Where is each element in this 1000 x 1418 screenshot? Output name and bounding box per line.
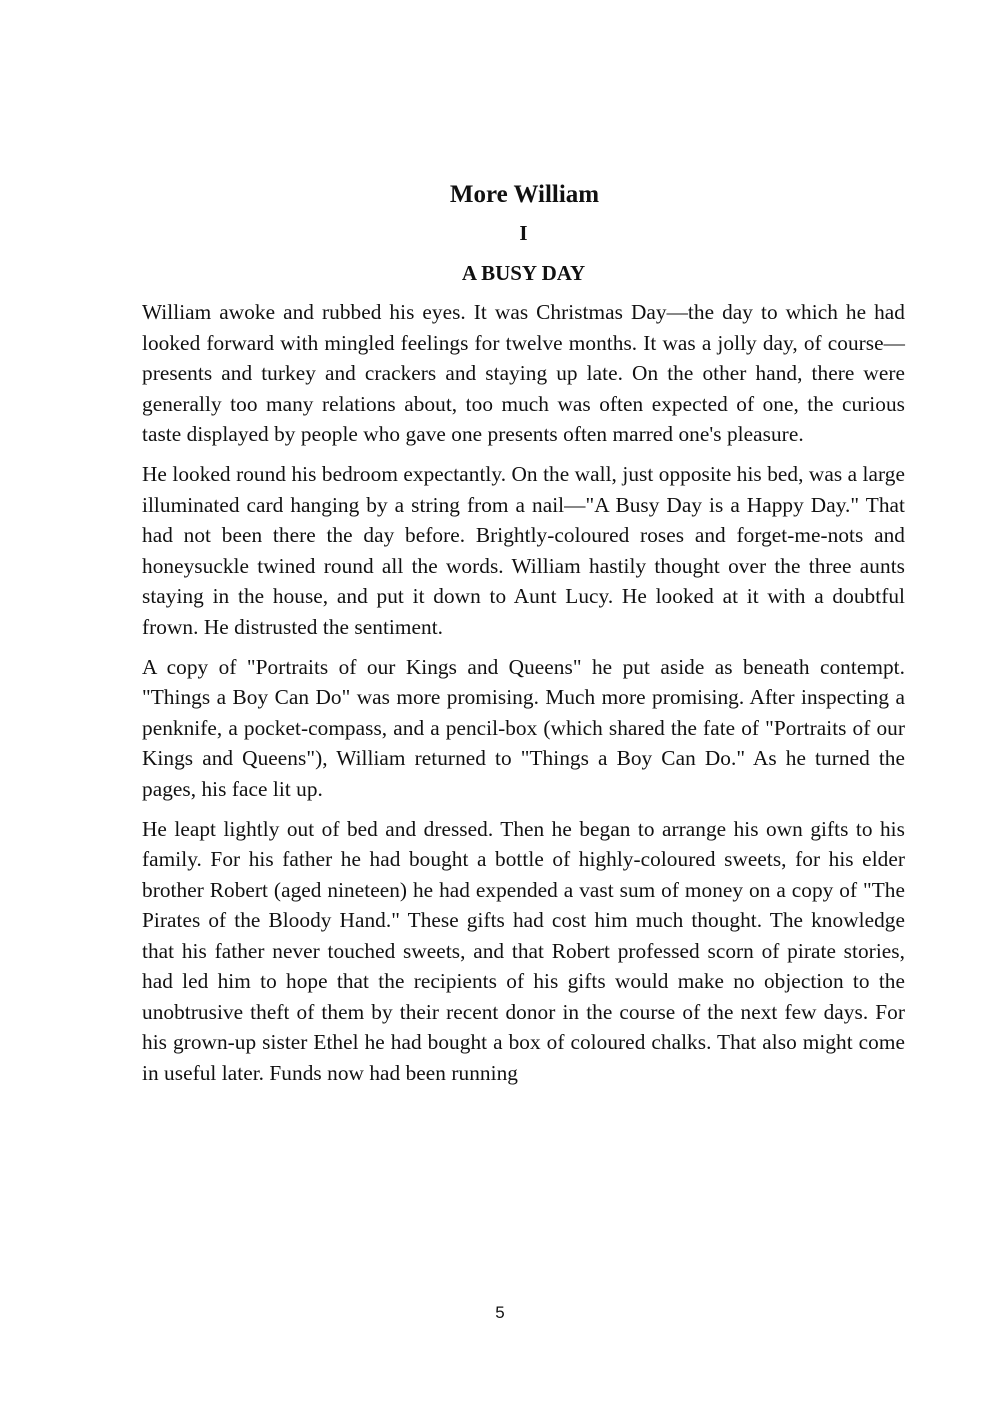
paragraph: He looked round his bedroom expectantly. On the wall, just opposite his bed, was a large illuminated card hanging by a string from a nail—"A Busy Day is a Happy Day." That had not been there the day before. Brightly-coloured roses and forget-me-nots and honeysuckle twined round all the words. William hastily thought over the three aunts staying in the house, and put it down to Aunt Lucy. He looked at it with a doubtful frown. He distrusted the sentiment.	[142, 462, 905, 639]
paragraph: William awoke and rubbed his eyes. It was Christmas Day—the day to which he had looked forward with mingled feelings for twelve months. It was a jolly day, of course—presents and turkey and crackers and staying up late. On the other hand, there were generally too many relations about, too much was often expected of one, the curious taste displayed by people who gave one presents often marred one's pleasure.	[142, 300, 905, 446]
paragraph: He leapt lightly out of bed and dressed. Then he began to arrange his own gifts to his family. For his father he had bought a bottle of highly-coloured sweets, for his elder brother Robert (aged nineteen) he had expended a vast sum of money on a copy of "The Pirates of the Bloody Hand." These gifts had cost him much thought. The knowledge that his father never touched sweets, and that Robert professed scorn of pirate stories, had led him to hope that the recipients of his gifts would make no objection to the unobtrusive theft of them by their recent donor in the course of the next few days. For his grown-up sister Ethel he had bought a box of coloured chalks. That also might come in useful later. Funds now had been running	[142, 816, 905, 1085]
document-page	[142, 176, 905, 1098]
book-title: More William	[449, 181, 600, 208]
paragraph: A copy of "Portraits of our Kings and Queens" he put aside as beneath contempt. "Things a Boy Can Do" was more promising. Much more promising. After inspecting a penknife, a pocket-compass, and a pencil-box (which shared the fate of "Portraits of our Kings and Queens"), William returned to "Things a Boy Can Do." As he turned the pages, his face lit up.	[142, 654, 905, 801]
chapter-number: I	[519, 221, 528, 245]
page-number: 5	[495, 1303, 505, 1322]
chapter-title: A BUSY DAY	[461, 261, 586, 285]
